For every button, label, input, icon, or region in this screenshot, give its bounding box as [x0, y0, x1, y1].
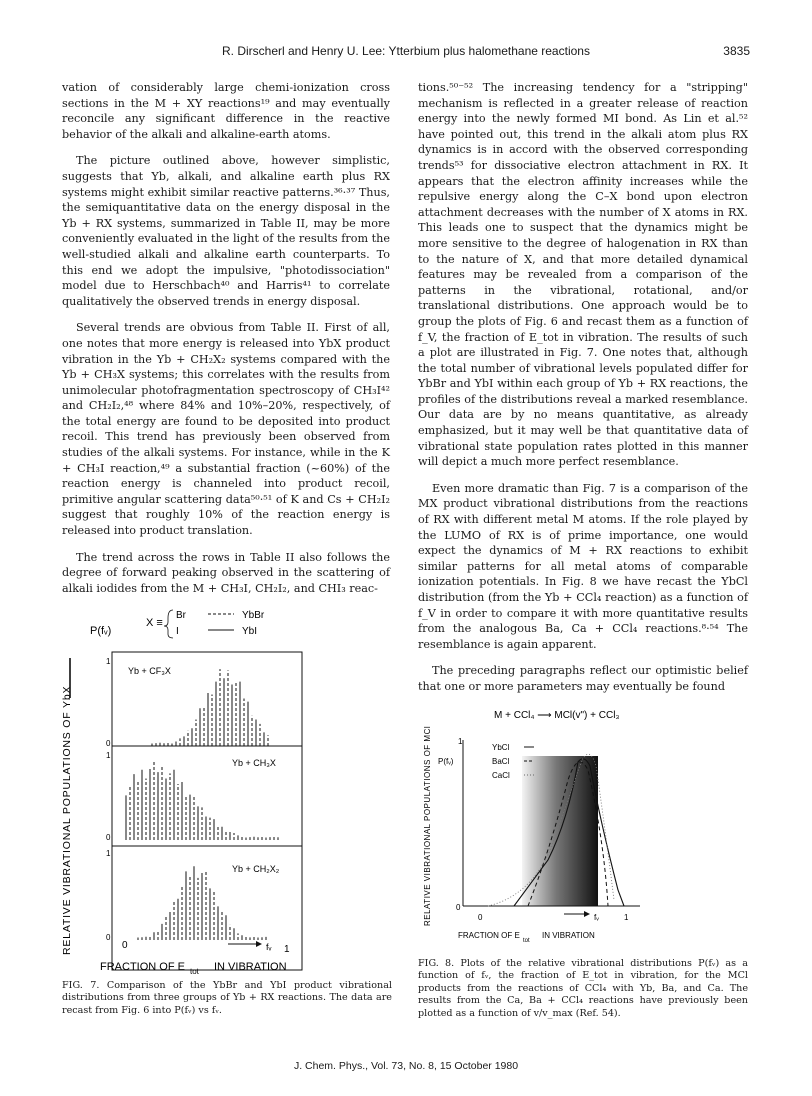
fig7-brace: [164, 610, 173, 638]
running-header: [62, 40, 750, 60]
fig7-tick-0: 0: [122, 940, 128, 951]
fig8-p-label: P(fᵥ): [438, 757, 454, 766]
fig8-axis-zero: 0: [456, 903, 461, 912]
fig8-ylabel: RELATIVE VIBRATIONAL POPULATIONS OF MCl: [423, 725, 432, 926]
fig7-x-i: I: [176, 626, 179, 637]
fig7-fv-arrowhead: [256, 941, 262, 947]
fig7-legend-ybbr: YbBr: [242, 610, 265, 621]
left-paragraph-1: vation of considerably large chemi-ionization cross sections in the M + XY reactions¹⁹ and may eventually reconcile any significant difference in the reactive behavior of the alkali and alkaline-earth atoms.: [62, 81, 390, 141]
fig8-xlabel: FRACTION OF E: [458, 931, 520, 940]
fig7-caption: FIG. 7. Comparison of the YbBr and YbI product vibrational distributions from three groups of Yb + RX reactions. The data are recast from Fig. 6 into P(fᵥ) vs fᵥ.: [62, 980, 392, 1016]
right-paragraph-1: tions.⁵⁰⁻⁵² The increasing tendency for a "stripping" mechanism is reflected in a greater release of reaction energy into the newly formed MI bond. As Lin et al.⁵² have pointed out, this trend in the alkali atom plus RX dynamics is in accord with the observed corresponding trends⁵³ for dissociative electron attachment in RX. It appears that the electron affinity increases while the repulsive energy along the C–X bond upon electron attachment decreases with the number of X atoms in RX. This leads one to suspect that the dynamics might be more sensitive to the degree of halogenation in RX than to the nature of X, and that more detailed dynamical features may be revealed from a comparison of the patterns in the vibrational, rotational, and/or translational distributions. One approach would be to group the plots of Fig. 6 and recast them as a function of f_V, the fraction of E_tot in vibration. The results of such a plot are illustrated in Fig. 7. One notes that, although the total number of vibrational levels populated differ for YbBr and YbI within each group of Yb + RX reactions, the profiles of the distributions reveal a marked resemblance. Our data are by no means quantitative, as already emphasized, but it may well be that quantitative data of vibrational state population rates plotted in this manner will depict a much more perfect resemblance.: [418, 81, 748, 469]
journal-footer: J. Chem. Phys., Vol. 73, No. 8, 15 October 1980: [293, 1060, 519, 1072]
left-paragraph-2: The picture outlined above, however simplistic, suggests that Yb, alkali, and alkaline earth plus RX systems might exhibit similar reactive patterns.³⁶·³⁷ Thus, the semiquantitative data on the energy disposal in the Yb + RX systems, summarized in Table II, may be more conveniently evaluated in the light of the results from the well-studied alkali and alkaline earth counterparts. To this end we adopt the impulsive, "photodissociation" model due to Herschbach⁴⁰ and Harris⁴¹ to correlate qualitatively the observed trends in energy disposal.: [62, 154, 390, 308]
fig8-fv-label: fᵥ: [594, 913, 599, 922]
fig7-bars: [126, 669, 278, 940]
fig8-tick-0: 0: [478, 913, 483, 922]
left-paragraph-4: The trend across the rows in Table II also follows the degree of forward peaking observed in the scattering of alkali iodides from the M + CH₃I, CH₂I₂, and CHI₃ reac-: [62, 550, 390, 595]
fig7-panel2-one: 1: [106, 751, 111, 760]
running-title: R. Dirscherl and Henry U. Lee: Ytterbium plus halomethane reactions: [222, 44, 590, 58]
fig7-panel2-label: Yb + CH₃X: [232, 758, 276, 768]
fig7-x-equals: X ≡: [146, 617, 163, 629]
fig7-panel1-one: 1: [106, 657, 111, 666]
fig8-legend-bacl: BaCl: [492, 757, 510, 766]
fig7-frame: [112, 652, 302, 970]
fig7-ylabel: RELATIVE VIBRATIONAL POPULATIONS OF YbX: [61, 685, 73, 955]
fig8-xlabel-sub: tot: [523, 938, 530, 944]
fig7-legend-ybi: YbI: [242, 626, 258, 637]
left-paragraph-3: Several trends are obvious from Table II. First of all, one notes that more energy is released into YbX product vibration in the Yb + CH₂X₂ systems compared with the Yb + CH₃X systems; this correlates with the results from unimolecular photofragmentation spectroscopy of CH₃I⁴² and CH₂I₂,⁴⁸ where 84% and 10%–20%, respectively, of the total energy are found to be deposited into product recoil. This trend has previously been observed from studies of the alkali systems. For instance, while in the K + CH₃I reaction,⁴⁹ a substantial fraction (~60%) of the reaction energy is channeled into product recoil, primitive angular scattering data⁵⁰·⁵¹ of K and Cs + CH₂I₂ suggest that roughly 10% of the reaction energy is released into product translation.: [62, 321, 390, 538]
fig7-panel3-zero: 0: [106, 933, 111, 942]
right-paragraph-3: The preceding paragraphs reflect our optimistic belief that one or more parameters may eventually be found: [418, 664, 748, 693]
right-paragraph-2: Even more dramatic than Fig. 7 is a comparison of the MX product vibrational distributions from the reactions of RX with different metal M atoms. If the role played by the LUMO of RX is of prime importance, one would expect the dynamics of M + RX reactions to exhibit similar patterns for all metal atoms of comparable ionization potentials. In Fig. 8 we have recast the YbCl distribution (from the Yb + CCl₄ reaction) as a function of f_V in order to compare it with more quantitative results from the analogous Ba, Ca + CCl₄ reactions.⁸·⁵⁴ The resemblance is again apparent.: [418, 481, 748, 651]
fig7-xlabel-tail: IN VIBRATION: [214, 961, 287, 973]
figure-7: [56, 600, 306, 978]
fig7-xlabel-sub: tot: [190, 967, 199, 976]
fig8-fv-arrowhead: [584, 911, 590, 917]
fig7-panel3-label: Yb + CH₂X₂: [232, 864, 280, 874]
fig7-panel3-one: 1: [106, 849, 111, 858]
fig8-legend-ybcl: YbCl: [492, 743, 510, 752]
fig7-xlabel: FRACTION OF E: [100, 961, 185, 973]
figure-8: [418, 700, 658, 950]
fig7-tick-1: 1: [284, 944, 290, 955]
fig7-panel1-label: Yb + CF₃X: [128, 666, 171, 676]
fig7-panel1-zero: 0: [106, 739, 111, 748]
left-column: [62, 80, 390, 607]
fig8-legend-cacl: CaCl: [492, 771, 510, 780]
fig7-p-label: P(fᵥ): [90, 625, 112, 637]
fig8-tick-1: 1: [624, 913, 629, 922]
page-number: 3835: [723, 44, 750, 58]
fig7-panel2-zero: 0: [106, 833, 111, 842]
right-column: [418, 80, 748, 706]
fig8-reaction: M + CCl₄ ⟶ MCl(v") + CCl₃: [494, 710, 620, 721]
fig8-xlabel-tail: IN VIBRATION: [542, 931, 595, 940]
fig7-fv-label: fᵥ: [266, 942, 272, 952]
fig8-axis-one: 1: [458, 737, 463, 746]
fig8-caption: FIG. 8. Plots of the relative vibrational distributions P(fᵥ) as a function of fᵥ, the fraction of E_tot in vibration, for the MCl products from the reactions of CCl₄ with Yb, Ba, and Ca. The results from the Ca, Ba + CCl₄ reactions have previously been plotted as a function of v/v_max (Ref. 54).: [418, 958, 748, 1019]
fig7-x-br: Br: [176, 610, 186, 621]
